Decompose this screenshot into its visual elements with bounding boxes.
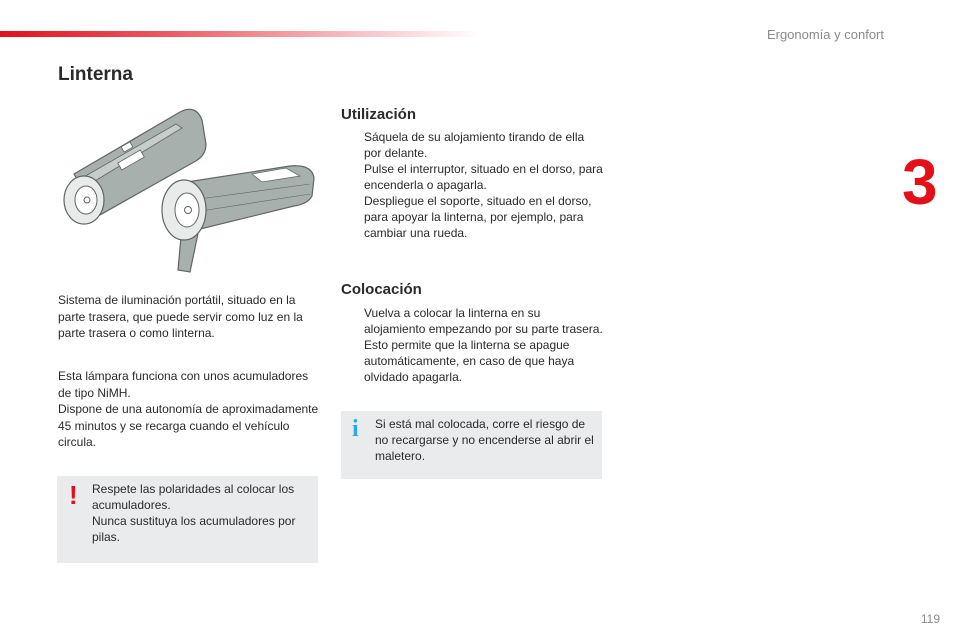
list-item: [341, 161, 603, 193]
list-item: [341, 129, 603, 161]
flashlight-illustration: [56, 104, 322, 276]
warning-line-2: Nunca sustituya los acumuladores por pilas.: [92, 514, 296, 544]
chapter-number: 3: [902, 146, 938, 218]
warning-line-1: Respete las polaridades al colocar los acumuladores.: [92, 482, 295, 512]
info-box: [341, 411, 602, 479]
intro-paragraph-2-line-1: Esta lámpara funciona con unos acumuladores de tipo NiMH.: [58, 369, 309, 400]
section-title-utilizacion: Utilización: [341, 106, 417, 123]
colocacion-list: [341, 305, 603, 385]
list-item: [341, 305, 603, 385]
list-item-text: Sáquela de su alojamiento tirando de ella por delante.: [364, 130, 585, 160]
intro-paragraph-1: Sistema de iluminación portátil, situado en la parte trasera, que puede servir como luz en la parte trasera o como linterna.: [58, 293, 303, 340]
header-accent-bar: [0, 31, 480, 37]
intro-paragraph-2-line-2: Dispone de una autonomía de aproximadamente 45 minutos y se recarga cuando el vehículo circula.: [58, 402, 319, 449]
intro-paragraph-2: [58, 368, 320, 451]
list-item: [341, 193, 603, 241]
warning-text: [92, 481, 310, 545]
list-item-text: Pulse el interruptor, situado en el dorso, para encenderla o apagarla.: [364, 162, 603, 192]
colocacion-line-2: Esto permite que la linterna se apague automáticamente, en caso de que haya olvidado apagarla.: [364, 338, 575, 384]
page-title: Linterna: [58, 64, 133, 85]
colocacion-line-1: Vuelva a colocar la linterna en su alojamiento empezando por su parte trasera.: [364, 306, 603, 336]
utilizacion-list: [341, 129, 603, 241]
info-text: Si está mal colocada, corre el riesgo de no recargarse y no encenderse al abrir el maletero.: [375, 417, 594, 463]
chapter-title: Ergonomía y confort: [766, 27, 884, 42]
page-number: 119: [920, 612, 940, 626]
exclamation-icon: !: [69, 480, 78, 510]
list-item-text: Despliegue el soporte, situado en el dorso, para apoyar la linterna, por ejemplo, para cambiar una rueda.: [364, 194, 592, 240]
warning-box: [57, 476, 318, 563]
flashlight-stand-drawing: [162, 166, 314, 272]
section-title-colocacion: Colocación: [341, 281, 422, 298]
info-icon: i: [352, 416, 359, 442]
